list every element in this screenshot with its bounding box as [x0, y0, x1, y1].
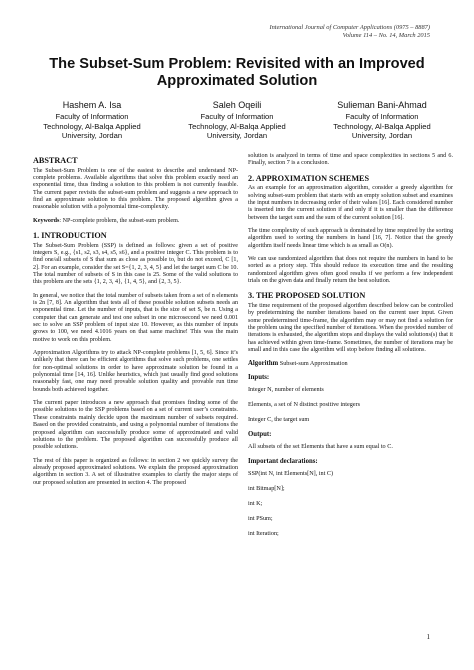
intro-paragraph-1: The Subset-Sum Problem (SSP) is defined as follows: given a set of positive integers S, e.g., {s1, s2, s3, s4, s5, s6}, and a positive integer C. This problem is to find one/all subsets of S that sum as close as possible to, but do not exceed, C [1, 2]. For an example, consider the set S={1, 2, 3, 4, 5} and let the target sum C be 10. The total number of subsets of S in this case is 25. Some of the valid solutions to this problem are the sets {1, 2, 3, 4}, {1, 4, 5}, and {2, 3, 5}. — [33, 242, 238, 286]
author-3 — [312, 100, 452, 141]
section-2-paragraph-2: The time complexity of such approach is dominated by time required by the sorting algorithm used to sorting the numbers in hand [16, 7]. Notice that the greedy algorithm itself needs linear time which is as small as O(n). — [248, 228, 453, 249]
running-header — [130, 24, 430, 40]
inputs-heading: Inputs: — [248, 374, 270, 382]
intro-continuation: solution is analyzed in terms of time and space complexities in sections 5 and 6. Finally, section 7 is a conclusion. — [248, 153, 453, 167]
author-inst: Technology, Al-Balqa Applied — [43, 121, 141, 131]
intro-paragraph-5: The rest of this paper is organized as follows: in section 2 we quickly survey the already proposed approximated solutions. We explain the proposed approximation algorithm in section 3. A set of illustrative examples to clarify the major steps of our proposed solution are presented in section 4. The proposed — [33, 457, 238, 486]
declaration-line-2: int Bitmap[N]; — [248, 484, 285, 492]
input-line-1: Integer N, number of elements — [248, 386, 324, 394]
intro-paragraph-4: The current paper introduces a new approach that promises finding some of the possible solutions to the SSP problems based on a set of current user’s constraints. These constraints mainly decide upon the maximum number of subsets required. Based on the provided constraints, and using a polynomial number of iterations the proposed algorithm can successfully produce some of approximated and valid solutions to the problem. The proposed algorithm can successfully produce all possible solutions. — [33, 400, 238, 451]
author-name: Saleh Oqeili — [212, 100, 262, 110]
declaration-line-3: int K; — [248, 499, 263, 507]
author-dept: Faculty of Information — [55, 112, 129, 121]
input-line-2: Elements, a set of N distinct positive integers — [248, 401, 361, 409]
intro-paragraph-3: Approximation Algorithms try to attack NP-complete problems [1, 5, 6]. Since it’s unlikely that there can be efficient algorithms that solve such problems, one settles for non-optimal solutions in order to have approximate solution be found in a polynomial time [14, 16]. Unlike heuristics, which just usually find good solutions reasonably fast, one may need provable solution quality and provable run time bounds both achieved together. — [33, 350, 238, 393]
author-1 — [22, 100, 162, 141]
left-column — [33, 152, 238, 493]
volume-info: Volume 114 – No. 14, March 2015 — [342, 32, 430, 39]
keywords-label: Keywords — [33, 217, 60, 224]
right-column — [248, 153, 453, 545]
author-name: Sulieman Bani-Ahmad — [337, 100, 427, 110]
section-3-heading: 3. THE PROPOSED SOLUTION — [248, 291, 366, 301]
author-inst: Technology, Al-Balqa Applied — [188, 121, 286, 131]
abstract-heading: ABSTRACT — [33, 156, 78, 165]
algorithm-title — [248, 360, 453, 368]
section-2-heading: 2. APPROXIMATION SCHEMES — [248, 173, 370, 183]
intro-heading: 1. INTRODUCTION — [33, 231, 107, 240]
author-block — [22, 100, 452, 141]
author-dept: Faculty of Information — [200, 112, 274, 121]
abstract-text: The Subset-Sum Problem is one of the easiest to describe and understand NP-complete problems. Available algorithms that solve this problem exactly need an exponential time, thus finding a solution to this problem is not currently feasible. The current paper revisits the subset-sum problem and suggests a new approach to find an approximate solution to this problem. The proposed algorithm gives a reasonable solution with a polynomial time-complexity. — [33, 167, 238, 211]
intro-paragraph-2: In general, we notice that the total number of subsets taken from a set of n elements is 2n [7, 8]. An algorithm that tests all of these possible solution subsets needs an exponential time. Let the number of inputs, that is the size of set S, be n. Using a computer that can generate and test one subset in one microsecond we need 0.001 sec to solve an SSP problem of input size 10. However, as this number of inputs grows to 100, we need 4.1016 years on that same machine! This was the main motive to work on this problem. — [33, 292, 238, 343]
keywords-text: : NP-complete problem, the subset-sum problem. — [59, 217, 180, 224]
output-line: All subsets of the set Elements that have a sum equal to C. — [248, 443, 393, 451]
keywords — [33, 218, 238, 225]
page-number: 1 — [426, 633, 430, 641]
author-2 — [167, 100, 307, 141]
author-loc: University, Jordan — [206, 131, 268, 141]
output-heading: Output: — [248, 431, 272, 439]
author-inst: Technology, Al-Balqa Applied — [333, 121, 431, 131]
author-loc: University, Jordan — [351, 131, 413, 141]
author-loc: University, Jordan — [61, 131, 123, 141]
algorithm-name: Subset-sum Approximation — [278, 360, 348, 368]
declaration-line-1: SSP(int N, int Elements[N], int C) — [248, 470, 334, 478]
declaration-line-5: int Iteration; — [248, 529, 279, 537]
section-2-paragraph-1: As an example for an approximation algorithm, consider a greedy algorithm for solving subset-sum problem that starts with an empty solution subset and examines the input numbers in decreasing order of their values [16]. Each considered number is inserted into the current solution if and only if it is smaller than the difference between the target sum and the sum of the current solution [16]. — [248, 185, 453, 221]
author-dept: Faculty of Information — [345, 112, 419, 121]
journal-name: International Journal of Computer Applications (0975 – 8887) — [269, 24, 430, 31]
section-2-paragraph-3: We can use randomized algorithm that does not require the numbers in hand to be sorted as a priory step. This should reduce its execution time and the resulting randomized algorithm gives often good results if we perform a few independent trials on the given data and finally return the best solution. — [248, 256, 453, 285]
author-name: Hashem A. Isa — [62, 100, 122, 110]
algorithm-label: Algorithm — [248, 360, 279, 368]
declarations-heading: Important declarations: — [248, 458, 318, 466]
section-3-paragraph-1: The time requirement of the proposed algorithm described below can be controlled by predetermining the number iterations based on the current user input. Given some predetermined time-frame, the algorithm may or may not find a solution for the problem using the specified number of iterations. When the provided number of iterations is exhausted, the algorithm stops and displays the valid solutions(s) that it has achieved within given time-frame. Sometimes, the number of iterations may be small and in this case the algorithm will stop before finding all solutions. — [248, 303, 453, 354]
declaration-line-4: int PSum; — [248, 514, 273, 522]
paper-title: The Subset-Sum Problem: Revisited with an Improved Approximated Solution — [49, 56, 425, 89]
input-line-3: Integer C, the target sum — [248, 416, 310, 424]
